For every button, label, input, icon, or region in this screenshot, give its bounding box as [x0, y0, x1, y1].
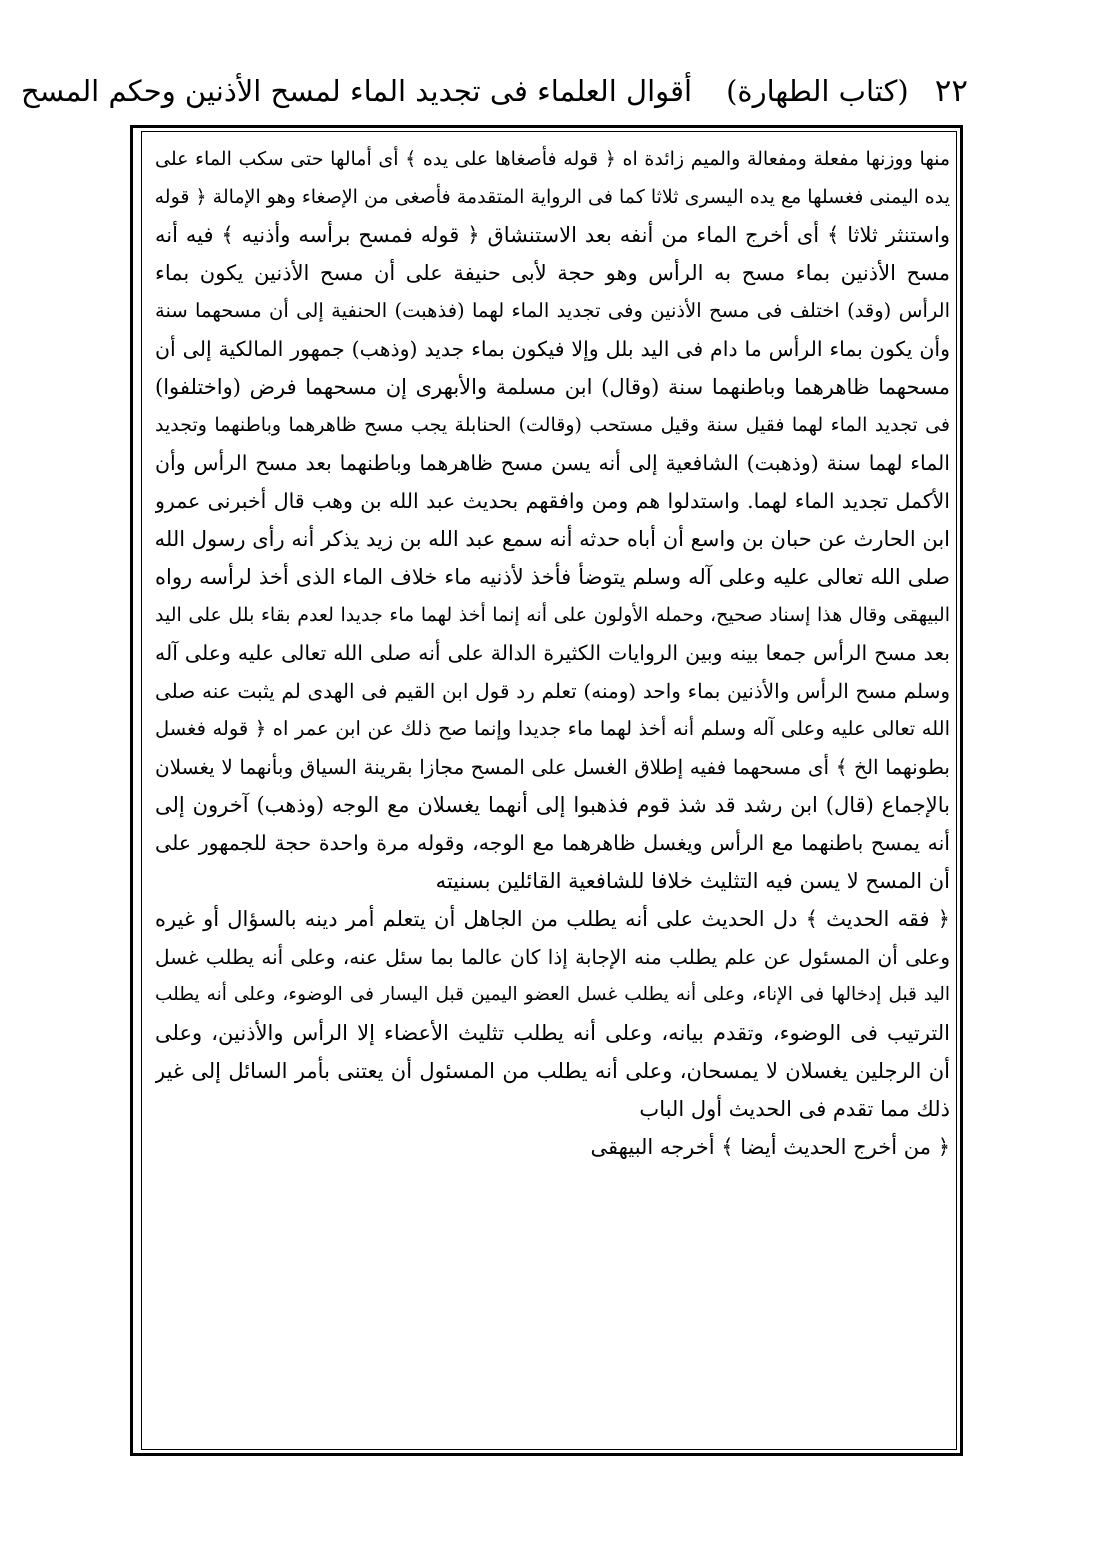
text-line: صلى الله تعالى عليه وعلى آله وسلم يتوضأ فأخذ لأذنيه ماء خلاف الماء الذى أخذ لرأسه رواه: [155, 565, 950, 589]
text-line: أن المسح لا يسن فيه التثليث خلافا للشافعية القائلين بسنيته: [435, 869, 950, 893]
text-line: الترتيب فى الوضوء، وتقدم بيانه، وعلى أنه يطلب تثليث الأعضاء إلا الرأس والأذنين، وعلى: [155, 1021, 950, 1045]
running-header: [20, 62, 968, 120]
text-line: اليد قبل إدخالها فى الإناء، وعلى أنه يطلب غسل العضو اليمين قبل اليسار فى الوضوء، وعلى أنه يطلب: [155, 984, 950, 1005]
text-line: أنه يمسح باطنهما مع الرأس ويغسل ظاهرهما مع الوجه، وقوله مرة واحدة حجة للجمهور على: [155, 831, 950, 855]
book-title: (كتاب الطهارة): [726, 74, 909, 108]
text-line: ﴿ فقه الحديث ﴾ دل الحديث على أنه يطلب من الجاهل أن يتعلم أمر دينه بالسؤال أو غيره: [155, 907, 950, 931]
text-line: يده اليمنى فغسلها مع يده اليسرى ثلاثا كما فى الرواية المتقدمة فأصغى من الإصغاء وهو الإمالة ﴿ قوله: [155, 186, 950, 208]
text-line: البيهقى وقال هذا إسناد صحيح، وحمله الأولون على أنه إنما أخذ لهما ماء جديدا لعدم بقاء بلل على اليد: [155, 604, 950, 626]
text-line: فى تجديد الماء لهما فقيل سنة وقيل مستحب (وقالت) الحنابلة يجب مسح ظاهرهما وباطنهما وتجديد: [155, 414, 950, 436]
text-line: ذلك مما تقدم فى الحديث أول الباب: [639, 1097, 950, 1121]
text-line: بطونهما الخ ﴾ أى مسحهما ففيه إطلاق الغسل على المسح مجازا بقرينة السياق وبأنهما لا يغسلان: [155, 755, 950, 779]
text-line: ﴿ من أخرج الحديث أيضا ﴾ أخرجه البيهقى: [590, 1135, 950, 1159]
commentary-text: [155, 140, 950, 1166]
text-line: ابن الحارث عن حبان بن واسع أن أباه حدثه أنه سمع عبد الله بن زيد يذكر أنه رأى رسول الله: [155, 527, 950, 551]
text-line: الله تعالى عليه وعلى آله وسلم أنه أخذ لهما ماء جديدا وإنما صح ذلك عن ابن عمر اه ﴿ قوله فغسل: [155, 717, 950, 740]
text-line: وسلم مسح الرأس والأذنين بماء واحد (ومنه) تعلم رد قول ابن القيم فى الهدى لم يثبت عنه صلى: [155, 679, 950, 703]
page-number: ٢٢: [934, 73, 968, 109]
text-line: الأكمل تجديد الماء لهما. واستدلوا هم ومن وافقهم بحديث عبد الله بن وهب قال أخبرنى عمرو: [155, 489, 950, 513]
text-line: بعد مسح الرأس جمعا بينه وبين الروايات الكثيرة الدالة على أنه صلى الله تعالى عليه وعلى آله: [155, 641, 950, 665]
text-line: مسحهما ظاهرهما وباطنهما سنة (وقال) ابن مسلمة والأبهرى إن مسحهما فرض (واختلفوا): [155, 375, 950, 399]
text-line: وأن يكون بماء الرأس ما دام فى اليد بلل وإلا فيكون بماء جديد (وذهب) جمهور المالكية إلى أن: [155, 337, 950, 361]
text-line: منها ووزنها مفعلة ومفعالة والميم زائدة اه ﴿ قوله فأصغاها على يده ﴾ أى أمالها حتى سكب الماء على: [155, 148, 950, 170]
text-line: أن الرجلين يغسلان لا يمسحان، وعلى أنه يطلب من المسئول أن يعتنى بأمر السائل إلى غير: [155, 1059, 950, 1083]
text-line: وعلى أن المسئول عن علم يطلب منه الإجابة إذا كان عالما بما سئل عنه، وعلى أنه يطلب غسل: [155, 945, 950, 969]
text-line: بالإجماع (قال) ابن رشد قد شذ قوم فذهبوا إلى أنهما يغسلان مع الوجه (وذهب) آخرون إلى: [155, 793, 950, 817]
text-line: الماء لهما سنة (وذهبت) الشافعية إلى أنه يسن مسح ظاهرهما وباطنهما بعد مسح الرأس وأن: [155, 451, 950, 475]
text-line: الرأس (وقد) اختلف فى مسح الأذنين وفى تجديد الماء لهما (فذهبت) الحنفية إلى أن مسحهما سنة: [155, 299, 950, 322]
text-line: مسح الأذنين بماء مسح به الرأس وهو حجة لأبى حنيفة على أن مسح الأذنين يكون بماء: [155, 261, 950, 285]
chapter-title: أقوال العلماء فى تجديد الماء لمسح الأذنين وحكم المسح: [20, 74, 693, 108]
text-line: واستنثر ثلاثا ﴾ أى أخرج الماء من أنفه بعد الاستنشاق ﴿ قوله فمسح برأسه وأذنيه ﴾ فيه أنه: [155, 223, 950, 247]
